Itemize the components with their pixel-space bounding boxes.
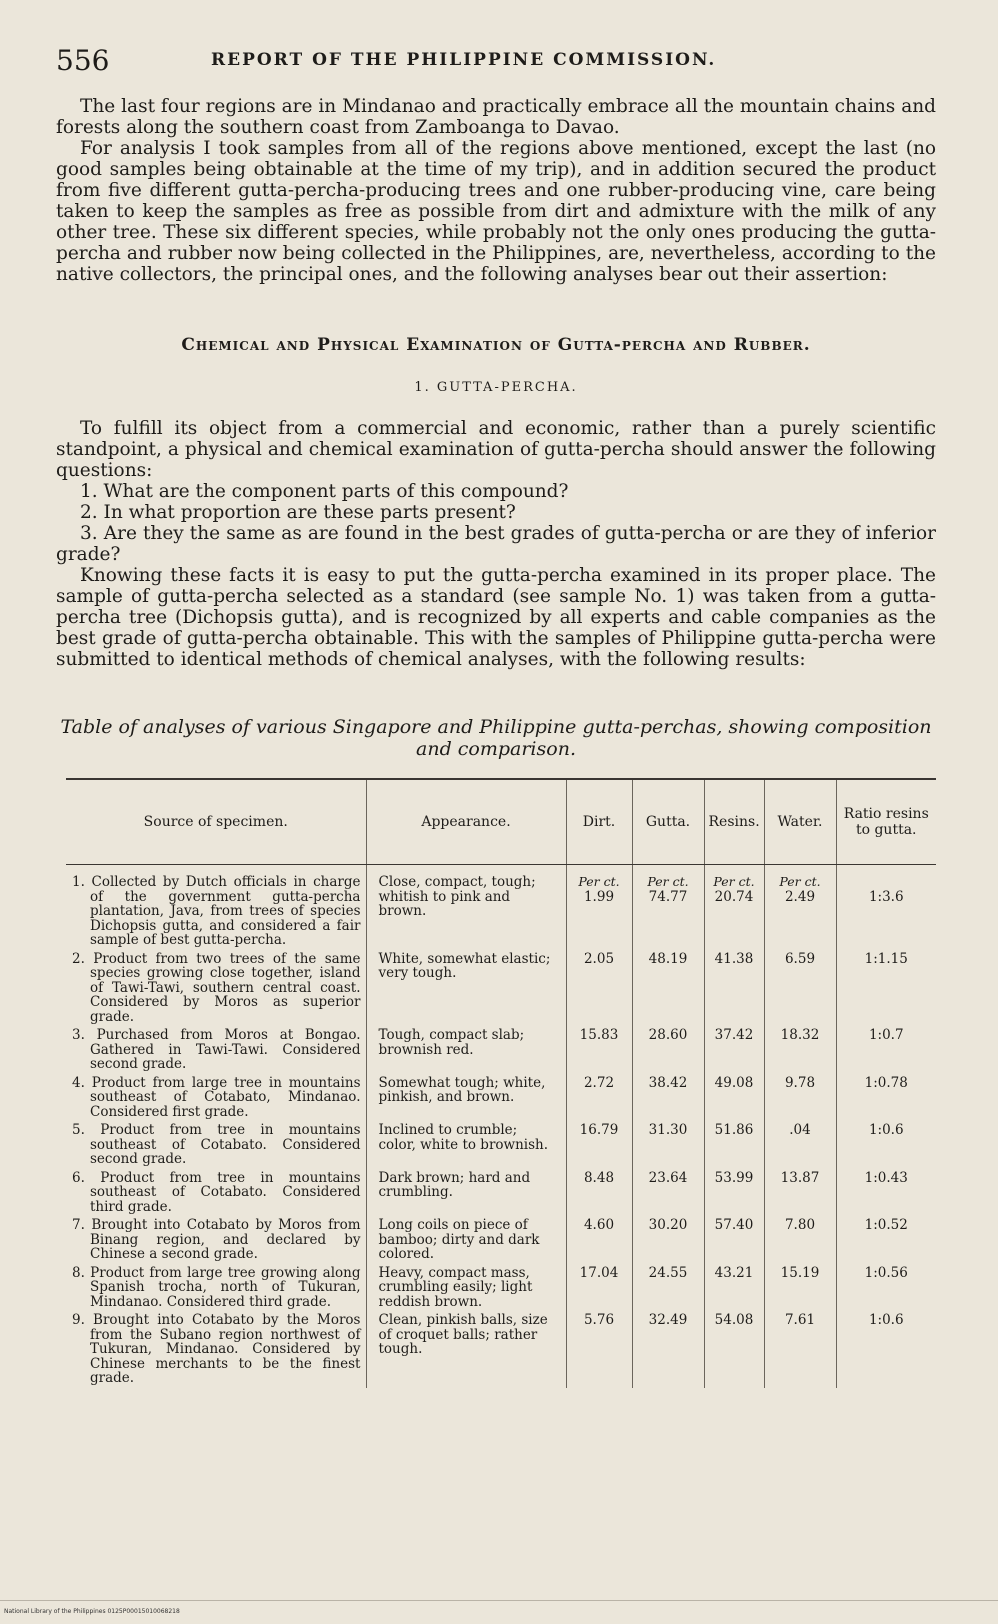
dirt-value: 1.99 bbox=[583, 888, 615, 905]
cell-resins: 54.08 bbox=[704, 1311, 764, 1388]
cell-dirt: 4.60 bbox=[566, 1216, 632, 1264]
question-item: 3. Are they the same as are found in the best grades of gutta-percha or are they of inferior grade? bbox=[56, 523, 936, 565]
cell-appearance: Dark brown; hard and crumbling. bbox=[366, 1169, 566, 1217]
cell-source: 9. Brought into Cotabato by the Moros from the Subano region northwest of Tukuran, Mindanao. Considered by Chinese merchants to be the finest grade. bbox=[66, 1311, 366, 1388]
cell-ratio: 1:0.78 bbox=[864, 1074, 908, 1091]
cell-source: 1. Collected by Dutch officials in charge of the government gutta-percha plantation, Java, from trees of species Dichopsis gutta, and considered a fair sample of best gutta-percha. bbox=[66, 865, 366, 950]
sub-title: 1. GUTTA-PERCHA. bbox=[414, 380, 578, 395]
water-value: 2.49 bbox=[784, 888, 816, 905]
footer-rule bbox=[0, 1600, 998, 1601]
cell-appearance: Tough, compact slab; brownish red. bbox=[366, 1026, 566, 1074]
gutta-value: 74.77 bbox=[648, 888, 688, 905]
footer-note: National Library of the Philippines 0125P00015010068218 bbox=[4, 1608, 180, 1615]
unit-label: Per ct. bbox=[647, 874, 689, 889]
table-row bbox=[66, 1264, 936, 1312]
analysis-text bbox=[56, 418, 936, 670]
cell-gutta bbox=[632, 865, 704, 950]
cell-appearance: Inclined to crumble; color, white to brownish. bbox=[366, 1121, 566, 1169]
cell-water: .04 bbox=[764, 1121, 836, 1169]
cell-resins: 41.38 bbox=[704, 950, 764, 1027]
cell-resins: 49.08 bbox=[704, 1074, 764, 1122]
paragraph: For analysis I took samples from all of the regions above mentioned, except the last (no good samples being obtainable at the time of my trip), and in addition secured the product from five different gutta-percha-producing trees and one rubber-producing vine, care being taken to keep the samples as free as possible from dirt and admixture with the milk of any other tree. These six different species, while probably not the only ones producing the gutta-percha and rubber now being collected in the Philippines, are, nevertheless, according to the native collectors, the principal ones, and the following analyses bear out their assertion: bbox=[56, 138, 936, 285]
table-row bbox=[66, 950, 936, 1027]
cell-source: 6. Product from tree in mountains southeast of Cotabato. Considered third grade. bbox=[66, 1169, 366, 1217]
cell-resins: 53.99 bbox=[704, 1169, 764, 1217]
cell-ratio: 1:0.52 bbox=[864, 1217, 908, 1233]
cell-appearance: Clean, pinkish balls, size of croquet balls; rather tough. bbox=[366, 1311, 566, 1388]
cell-water: 15.19 bbox=[764, 1264, 836, 1312]
cell-appearance: Somewhat tough; white, pinkish, and brown. bbox=[366, 1074, 566, 1122]
cell-water: 13.87 bbox=[764, 1169, 836, 1217]
cell-dirt: 15.83 bbox=[566, 1026, 632, 1074]
header-source: Source of specimen. bbox=[66, 779, 366, 865]
cell-source: 7. Brought into Cotabato by Moros from Binang region, and declared by Chinese a second grade. bbox=[66, 1216, 366, 1264]
cell-gutta: 24.55 bbox=[632, 1264, 704, 1312]
cell-dirt: 5.76 bbox=[566, 1311, 632, 1388]
header-dirt: Dirt. bbox=[566, 779, 632, 865]
cell-gutta: 48.19 bbox=[632, 950, 704, 1027]
cell-resins: 37.42 bbox=[704, 1026, 764, 1074]
cell-gutta: 31.30 bbox=[632, 1121, 704, 1169]
cell-ratio bbox=[836, 865, 936, 950]
cell-ratio: 1:0.6 bbox=[868, 1122, 904, 1138]
cell-gutta: 38.42 bbox=[632, 1074, 704, 1122]
table-row bbox=[66, 1074, 936, 1122]
header-gutta: Gutta. bbox=[632, 779, 704, 865]
cell-source: 4. Product from large tree in mountains southeast of Cotabato, Mindanao. Considered first grade. bbox=[66, 1074, 366, 1122]
cell-dirt: 2.72 bbox=[566, 1074, 632, 1122]
table-row bbox=[66, 1311, 936, 1388]
cell-appearance: Long coils on piece of bamboo; dirty and dark colored. bbox=[366, 1216, 566, 1264]
intro-text bbox=[56, 96, 936, 285]
cell-resins: 57.40 bbox=[704, 1216, 764, 1264]
section-title: Chemical and Physical Examination of Gutta-percha and Rubber. bbox=[181, 335, 811, 355]
cell-water: 9.78 bbox=[764, 1074, 836, 1122]
table-row bbox=[66, 1121, 936, 1169]
cell-appearance: White, somewhat elastic; very tough. bbox=[366, 950, 566, 1027]
header-appearance: Appearance. bbox=[366, 779, 566, 865]
cell-ratio: 1:0.43 bbox=[864, 1169, 908, 1186]
cell-gutta: 30.20 bbox=[632, 1216, 704, 1264]
unit-label: Per ct. bbox=[578, 874, 620, 889]
cell-ratio: 1:0.6 bbox=[868, 1312, 904, 1328]
table-caption: Table of analyses of various Singapore and Philippine gutta-perchas, showing composition and comparison. bbox=[60, 716, 932, 760]
cell-source: 2. Product from two trees of the same species growing close together, island of Tawi-Tawi, southern central coast. Considered by Moros as superior grade. bbox=[66, 950, 366, 1027]
cell-ratio: 1:0.56 bbox=[864, 1264, 908, 1281]
cell-appearance: Close, compact, tough; whitish to pink and brown. bbox=[366, 865, 566, 950]
running-head: REPORT OF THE PHILIPPINE COMMISSION. bbox=[211, 50, 717, 70]
ratio-value: 1:3.6 bbox=[868, 888, 904, 905]
page-header bbox=[56, 40, 936, 80]
cell-dirt: 16.79 bbox=[566, 1121, 632, 1169]
cell-ratio: 1:0.7 bbox=[868, 1027, 904, 1043]
cell-gutta: 32.49 bbox=[632, 1311, 704, 1388]
cell-resins: 43.21 bbox=[704, 1264, 764, 1312]
paragraph: Knowing these facts it is easy to put the gutta-percha examined in its proper place. The sample of gutta-percha selected as a standard (see sample No. 1) was taken from a gutta-percha tree (Dichopsis gutta), and is recognized by all experts and cable companies as the best grade of gutta-percha obtainable. This with the samples of Philippine gutta-percha were submitted to identical methods of chemical analyses, with the following results: bbox=[56, 565, 936, 670]
cell-water: 7.80 bbox=[764, 1216, 836, 1264]
page-number: 556 bbox=[56, 44, 110, 77]
header-water: Water. bbox=[764, 779, 836, 865]
paragraph: The last four regions are in Mindanao and practically embrace all the mountain chains and forests along the southern coast from Zamboanga to Davao. bbox=[56, 96, 936, 138]
cell-dirt: 8.48 bbox=[566, 1169, 632, 1217]
question-item: 1. What are the component parts of this compound? bbox=[80, 481, 569, 502]
cell-gutta: 23.64 bbox=[632, 1169, 704, 1217]
table-header-row bbox=[66, 779, 936, 865]
cell-resins: 51.86 bbox=[704, 1121, 764, 1169]
unit-label: Per ct. bbox=[779, 874, 821, 889]
cell-water bbox=[764, 865, 836, 950]
header-resins: Resins. bbox=[704, 779, 764, 865]
cell-appearance: Heavy, compact mass, crumbling easily; light reddish brown. bbox=[366, 1264, 566, 1312]
cell-dirt bbox=[566, 865, 632, 950]
table-row bbox=[66, 865, 936, 950]
table-row bbox=[66, 1216, 936, 1264]
cell-source: 8. Product from large tree growing along Spanish trocha, north of Tukuran, Mindanao. Considered third grade. bbox=[66, 1264, 366, 1312]
table-row bbox=[66, 1026, 936, 1074]
question-item: 2. In what proportion are these parts present? bbox=[80, 502, 516, 523]
unit-label: Per ct. bbox=[713, 874, 755, 889]
paragraph: To fulfill its object from a commercial and economic, rather than a purely scientific standpoint, a physical and chemical examination of gutta-percha should answer the following questions: bbox=[56, 418, 936, 481]
cell-dirt: 2.05 bbox=[566, 950, 632, 1027]
resins-value: 20.74 bbox=[714, 888, 754, 905]
header-ratio: Ratio resins to gutta. bbox=[836, 779, 936, 865]
cell-source: 3. Purchased from Moros at Bongao. Gathered in Tawi-Tawi. Considered second grade. bbox=[66, 1026, 366, 1074]
cell-source: 5. Product from tree in mountains southeast of Cotabato. Considered second grade. bbox=[66, 1121, 366, 1169]
cell-water: 7.61 bbox=[764, 1311, 836, 1388]
table-row bbox=[66, 1169, 936, 1217]
cell-gutta: 28.60 bbox=[632, 1026, 704, 1074]
cell-dirt: 17.04 bbox=[566, 1264, 632, 1312]
cell-ratio: 1:1.15 bbox=[864, 950, 908, 967]
cell-resins bbox=[704, 865, 764, 950]
cell-water: 6.59 bbox=[764, 950, 836, 1027]
analysis-table bbox=[66, 778, 936, 1388]
cell-water: 18.32 bbox=[764, 1026, 836, 1074]
